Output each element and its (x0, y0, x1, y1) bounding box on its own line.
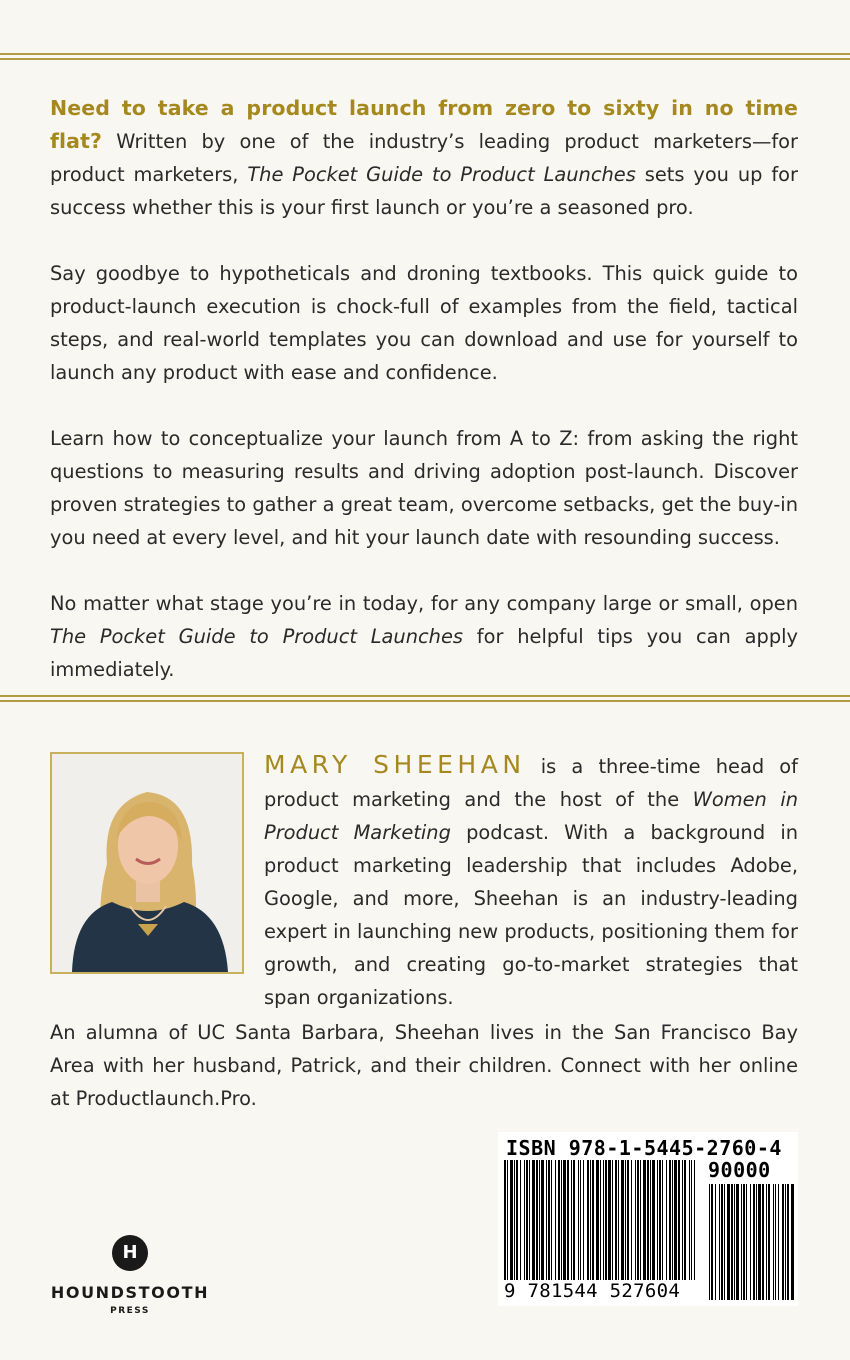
barcode-digits: 9 781544 527604 (504, 1280, 681, 1302)
blurb-p1-text-b: sets you up for success whether this is your first launch or you’re a seasoned pro. (50, 163, 798, 219)
publisher-logo (50, 1235, 210, 1316)
blurb-paragraph-1 (50, 92, 798, 224)
isbn-label: ISBN 978-1-5445-2760-4 (506, 1136, 782, 1160)
houndstooth-mark-icon: H (112, 1235, 148, 1271)
middle-double-rule (0, 695, 850, 702)
isbn-addon: 90000 (708, 1158, 771, 1182)
author-photo (50, 752, 244, 974)
book-title-italic: The Pocket Guide to Product Launches (50, 625, 463, 648)
author-bio-continued: An alumna of UC Santa Barbara, Sheehan lives in the San Francisco Bay Area with her husband, Patrick, and their children. Connect with her online at Productlaunch.Pro. (50, 1021, 798, 1110)
blurb-paragraph-4 (50, 587, 798, 686)
publisher-subtitle: PRESS (110, 1306, 150, 1316)
blurb-p4-text-a: No matter what stage you’re in today, for any company large or small, open (50, 592, 798, 615)
author-portrait-icon (52, 754, 242, 972)
top-double-rule (0, 53, 850, 60)
blurb-hook: Need to take a product launch from zero to sixty in no time flat? (50, 96, 798, 153)
blurb-paragraph-2: Say goodbye to hypotheticals and droning textbooks. This quick guide to product-launch execution is chock-full of examples from the field, tactical steps, and real-world templates you can download and use for yourself to launch any product with ease and confidence. (50, 262, 798, 384)
blurb-p1-text-a: Written by one of the industry’s leading product marketers—for product marketers, (50, 130, 798, 186)
book-title-italic: The Pocket Guide to Product Launches (247, 163, 636, 186)
blurb-paragraph-3: Learn how to conceptualize your launch from A to Z: from asking the right questions to measuring results and driving adoption post-launch. Discover proven strategies to gather a great team, overcome setbacks, get the buy-in you need at every level, and hit your launch date with resounding success. (50, 427, 798, 549)
blurb-p4-text-b: for helpful tips you can apply immediately. (50, 625, 798, 681)
book-description (50, 92, 798, 719)
author-bio-text-a: is a three-time head of product marketing and the host of the (264, 755, 798, 811)
isbn-barcode (498, 1132, 798, 1306)
podcast-title-italic: Women in Product Marketing (264, 788, 798, 844)
author-bio-text-b: podcast. With a background in product marketing leadership that includes Adobe, Google, and more, Sheehan is an industry-leading expert in launching new products, positioning them for growth, and creating go-to-market strategies that span organizations. (264, 821, 799, 1009)
author-bio (264, 748, 798, 1014)
publisher-name: HOUNDSTOOTH (50, 1283, 210, 1302)
author-name: MARY SHEEHAN (264, 750, 526, 779)
